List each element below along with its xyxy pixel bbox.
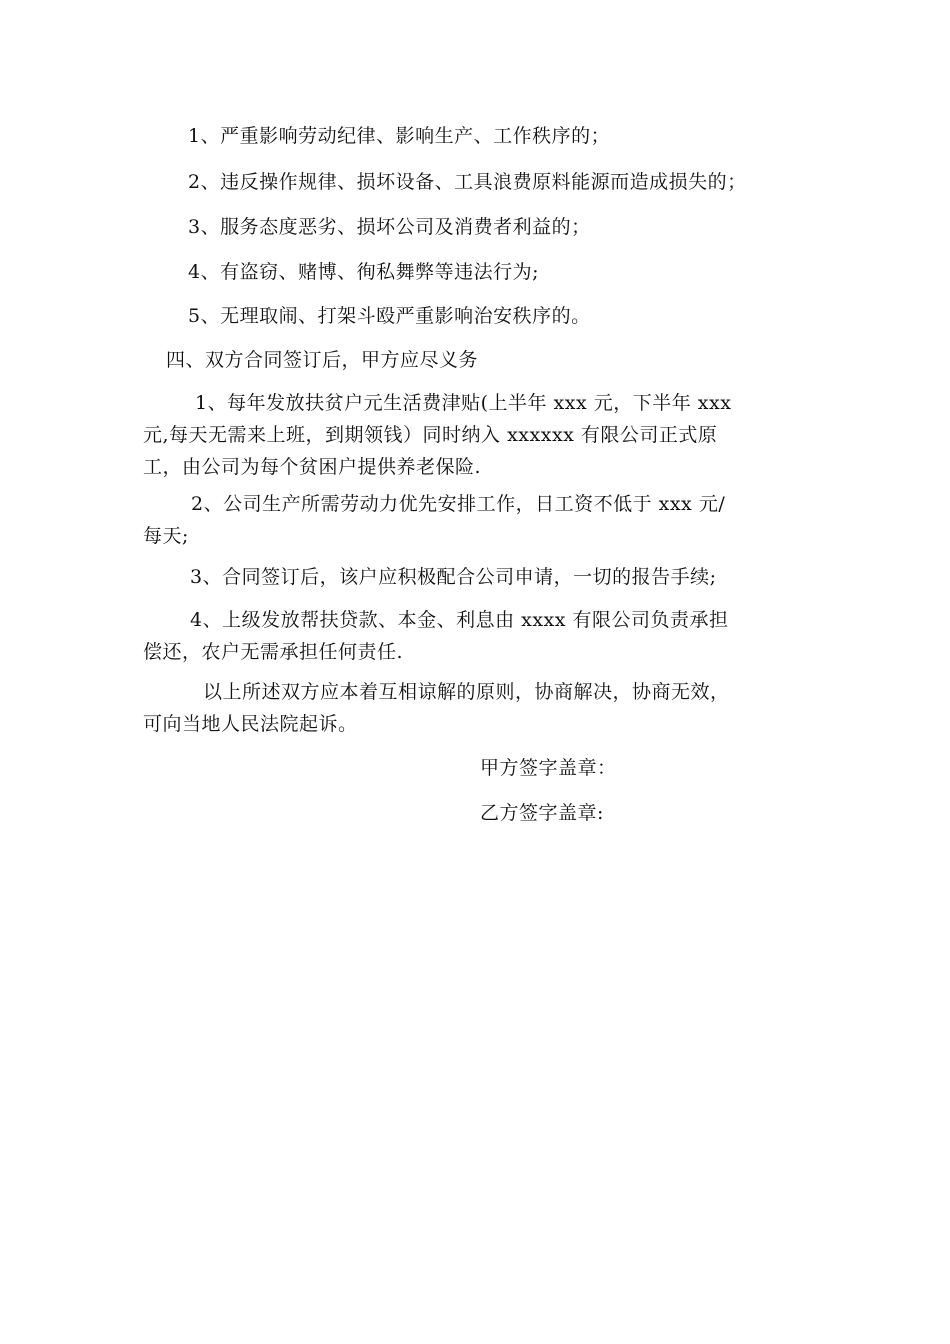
list-item: 4、有盗窃、赌博、徇私舞弊等违法行为; — [188, 261, 539, 283]
list-item: 1、严重影响劳动纪律、影响生产、工作秩序的； — [188, 125, 611, 147]
list-item: 2、违反操作规律、损坏设备、工具浪费原料能源而造成损失的； — [188, 171, 747, 193]
paragraph-line: 元,每天无需来上班，到期领钱）同时纳入 xxxxxx 有限公司正式原 — [143, 424, 718, 446]
paragraph — [143, 488, 725, 552]
party-b-signature-label: 乙方签字盖章: — [480, 802, 604, 824]
paragraph-line: 偿还，农户无需承担任何责任. — [143, 641, 404, 663]
closing-paragraph — [143, 676, 730, 740]
paragraph-line: 工，由公司为每个贫困户提供养老保险. — [143, 456, 482, 478]
party-a-signature-label: 甲方签字盖章： — [480, 757, 617, 779]
list-item: 3、服务态度恶劣、损坏公司及消费者利益的； — [188, 216, 591, 238]
paragraph — [143, 387, 731, 483]
paragraph-line: 4、上级发放帮扶贷款、本金、利息由 xxxx 有限公司负责承担 — [190, 609, 729, 631]
paragraph-line: 2、公司生产所需劳动力优先安排工作，日工资不低于 xxx 元/ — [191, 493, 726, 515]
section-heading: 四、双方合同签订后，甲方应尽义务 — [166, 349, 479, 371]
paragraph-line: 可向当地人民法院起诉。 — [143, 713, 358, 735]
paragraph-line: 1、每年发放扶贫户元生活费津贴(上半年 xxx 元，下半年 xxx — [195, 392, 732, 414]
paragraph-line: 以上所述双方应本着互相谅解的原则，协商解决，协商无效， — [203, 681, 730, 703]
list-item: 5、无理取闹、打架斗殴严重影响治安秩序的。 — [188, 305, 591, 327]
paragraph — [143, 604, 729, 668]
paragraph-line: 每天; — [143, 525, 189, 547]
paragraph-line: 3、合同签订后，该户应积极配合公司申请，一切的报告手续; — [190, 566, 717, 588]
